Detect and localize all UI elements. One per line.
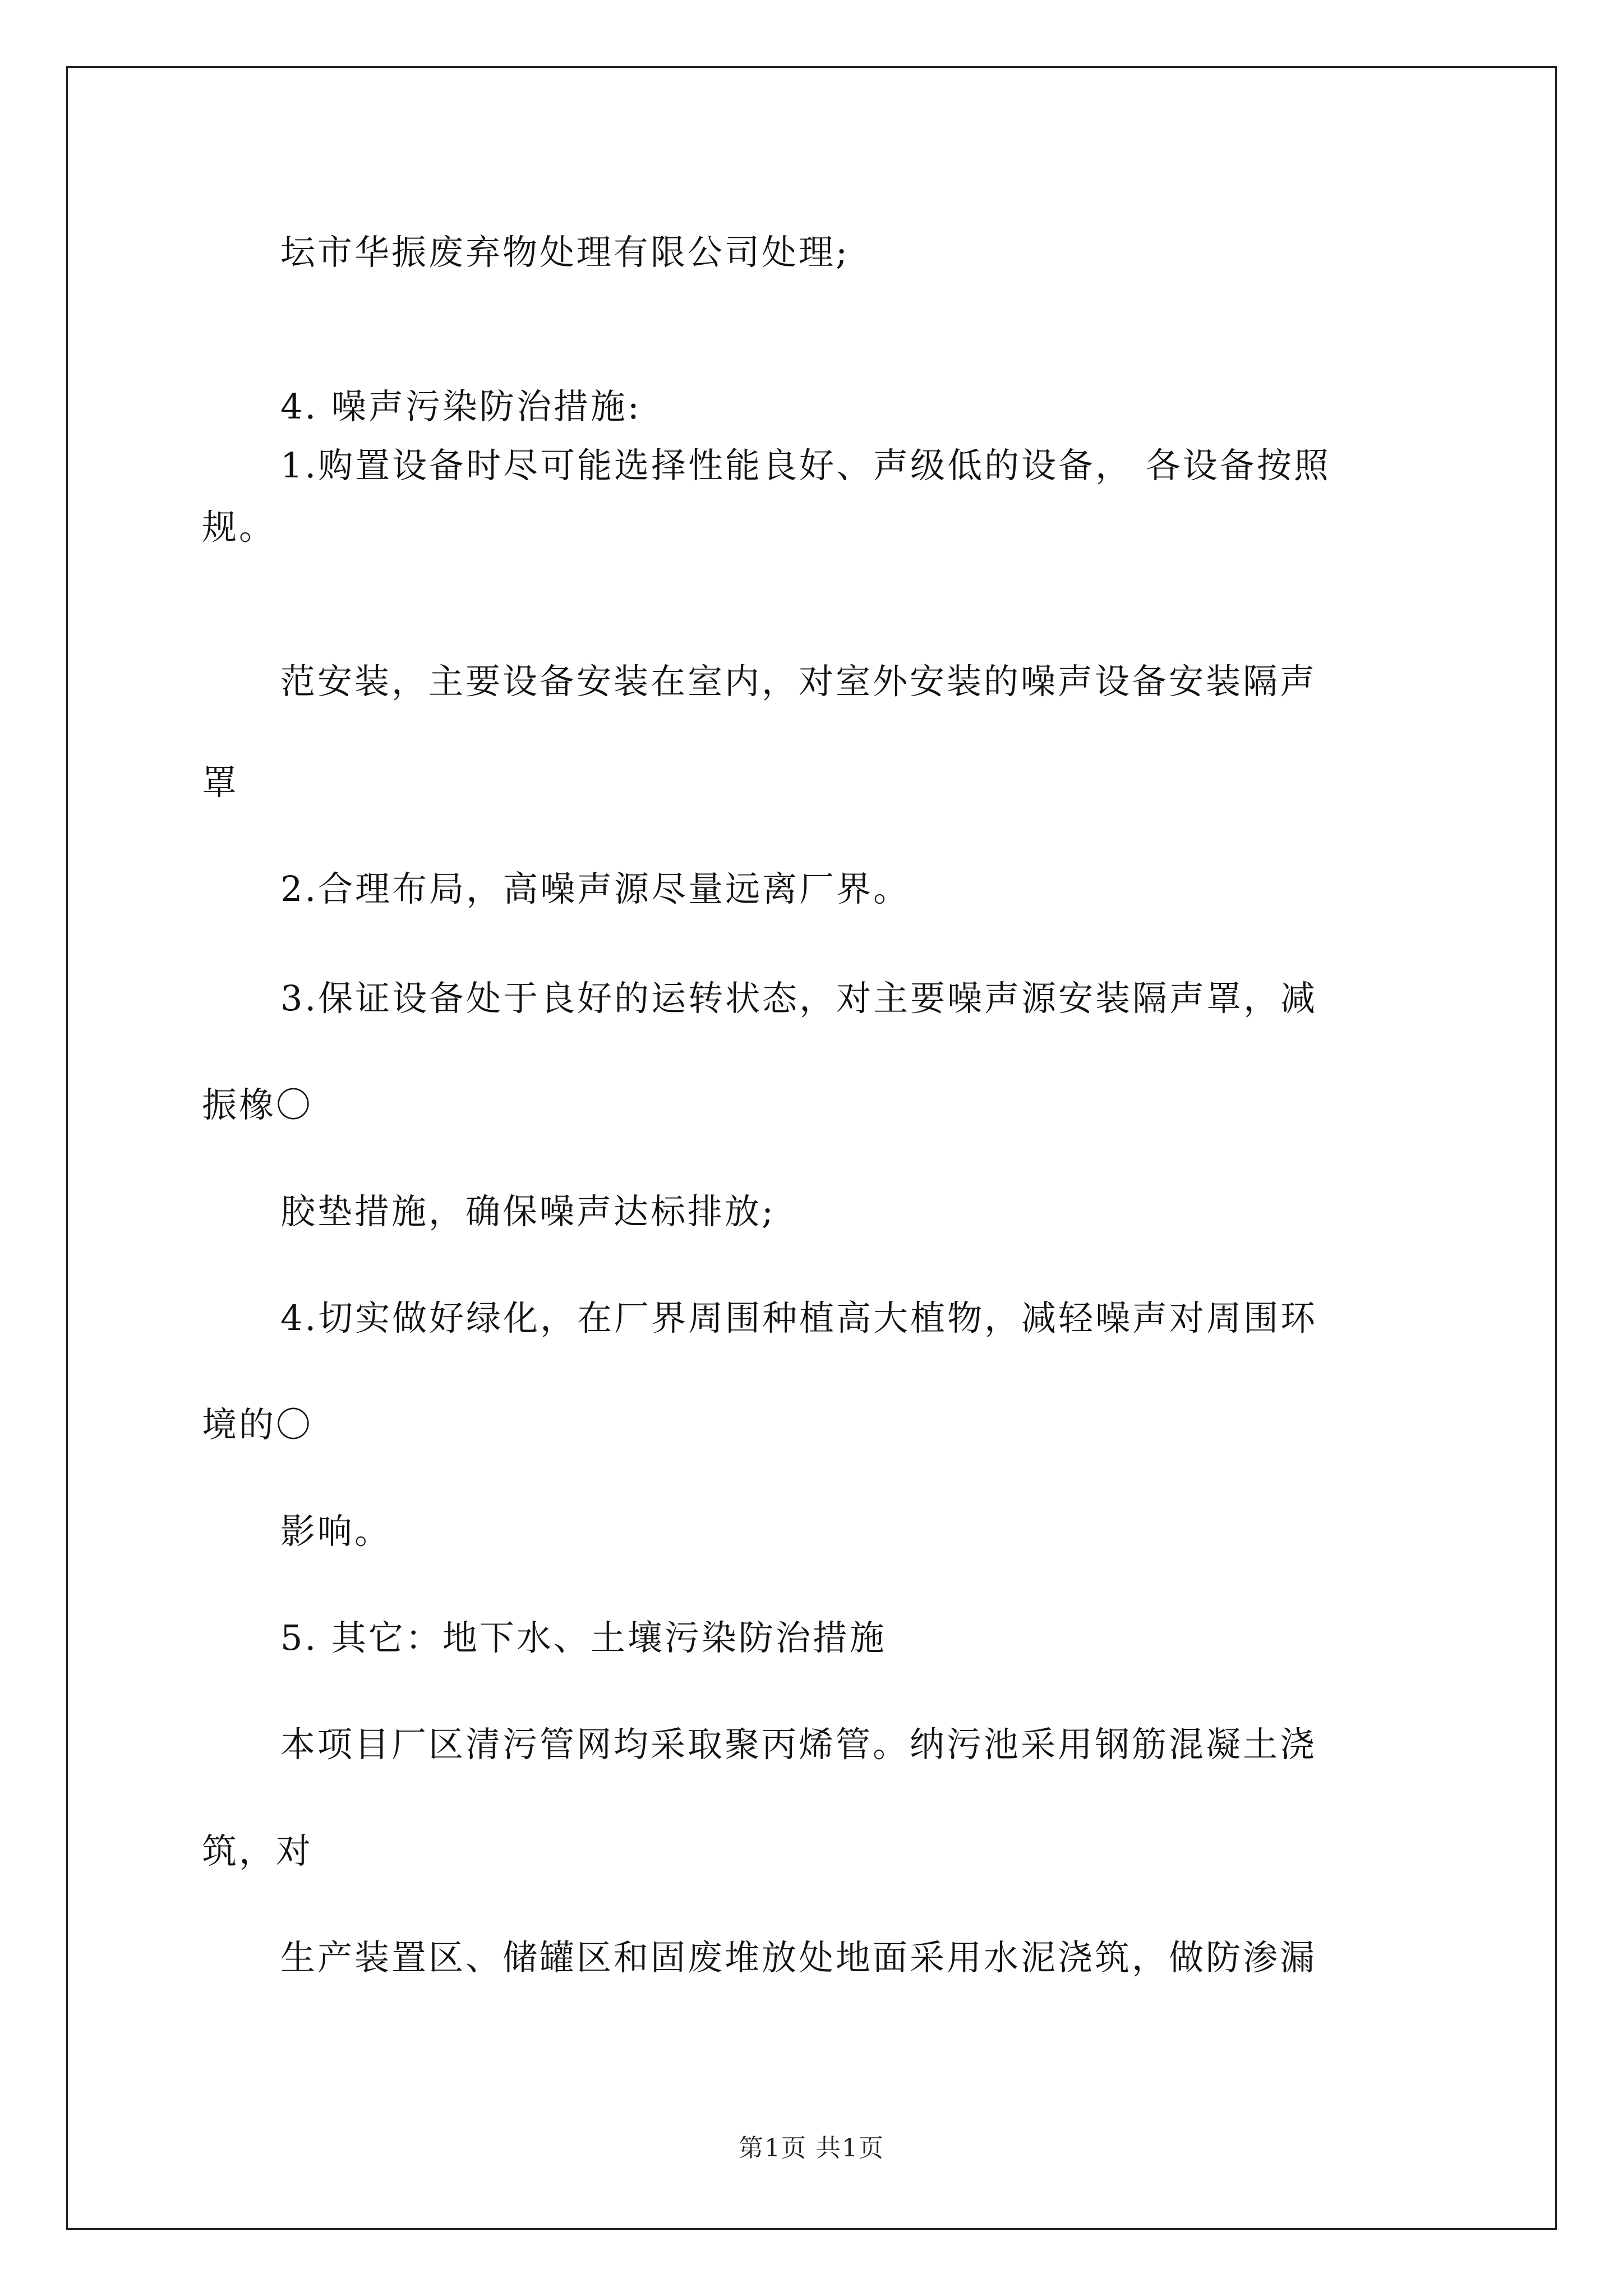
text-line-8: 3.保证设备处于良好的运转状态，对主要噪声源安装隔声罩，减 — [280, 978, 1318, 1019]
text-line-13: 影响。 — [280, 1511, 392, 1552]
text-line-17: 生产装置区、储罐区和固废堆放处地面采用水泥浇筑，做防渗漏 — [280, 1937, 1317, 1978]
text-line-4: 规。 — [202, 507, 276, 547]
text-line-15: 本项目厂区清污管网均采取聚丙烯管。纳污池采用钢筋混凝土浇 — [280, 1724, 1317, 1765]
text-line-3: 1.购置设备时尽可能选择性能良好、声级低的设备， 各设备按照 — [280, 445, 1331, 486]
text-line-12: 境的〇 — [202, 1404, 313, 1445]
text-line-16: 筑，对 — [202, 1830, 313, 1871]
text-line-2: 4. 噪声污染防治措施: — [280, 386, 642, 427]
text-line-9: 振橡〇 — [202, 1084, 313, 1125]
text-line-1: 坛市华振废弃物处理有限公司处理; — [280, 232, 850, 273]
text-line-10: 胶垫措施，确保噪声达标排放; — [280, 1191, 776, 1232]
text-line-14: 5. 其它：地下水、土壤污染防治措施 — [280, 1617, 887, 1658]
page-footer: 第1页 共1页 — [739, 2134, 884, 2162]
text-line-11: 4.切实做好绿化，在厂界周围种植高大植物，减轻噪声对周围环 — [280, 1297, 1318, 1338]
text-line-7: 2.合理布局，高噪声源尽量远离厂界。 — [280, 868, 911, 909]
text-line-6: 罩 — [202, 762, 239, 803]
text-line-5: 范安装，主要设备安装在室内，对室外安装的噪声设备安装隔声 — [280, 661, 1317, 702]
